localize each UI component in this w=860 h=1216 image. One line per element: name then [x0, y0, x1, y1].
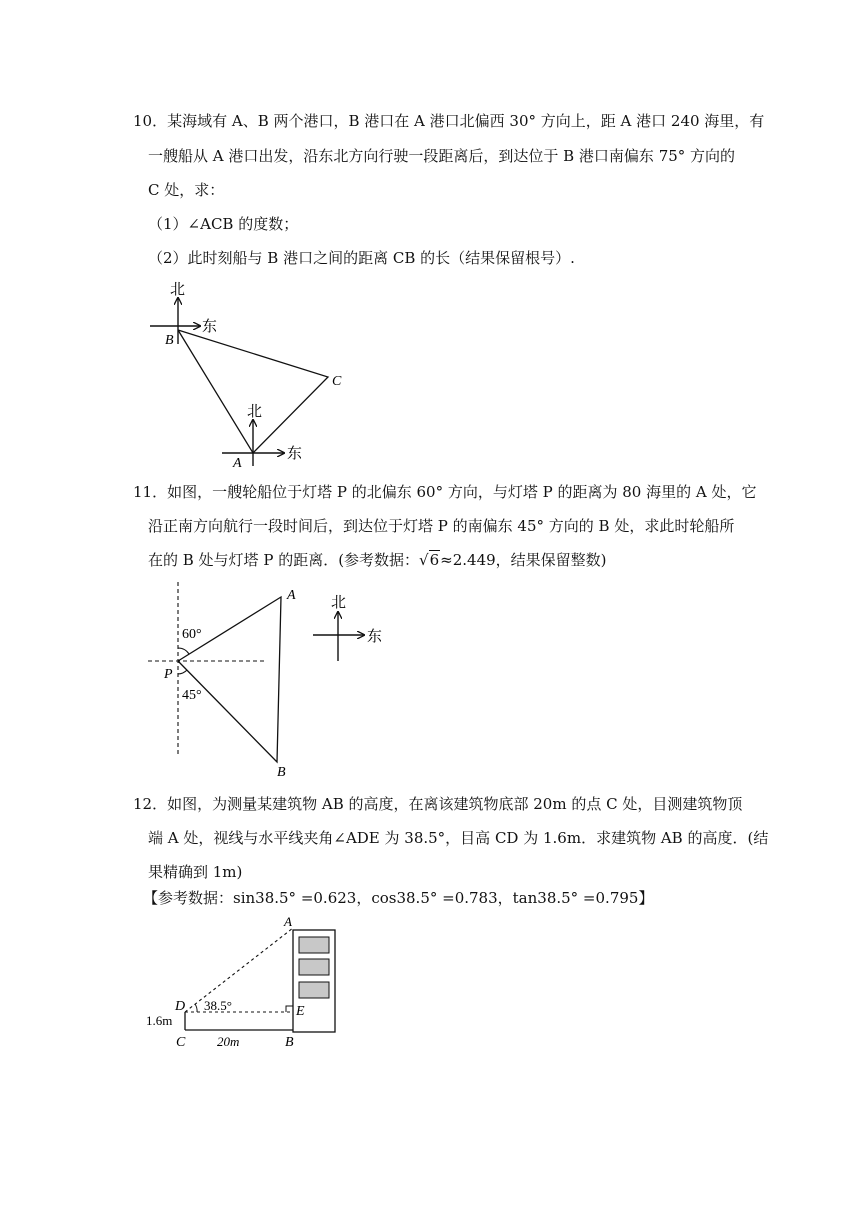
q12-window-2: [299, 959, 329, 975]
q10-line1: 10．某海域有 A、B 两个港口，B 港口在 A 港口北偏西 30° 方向上，距 A 港口 240 海里，有: [133, 112, 765, 130]
q12-line3: 果精确到 1m): [148, 863, 243, 881]
q10-line2: 一艘船从 A 港口出发，沿东北方向行驶一段距离后，到达位于 B 港口南偏东 75° 方向的: [148, 147, 736, 165]
q12-line1: 12．如图，为测量某建筑物 AB 的高度，在离该建筑物底部 20m 的点 C 处，目测建筑物顶: [133, 795, 743, 813]
q12-sight-line-da: [185, 928, 293, 1012]
q12-label-a: A: [284, 914, 292, 929]
sqrt-symbol: √6: [419, 551, 440, 569]
q11-label-b: B: [277, 765, 286, 780]
q11-line2: 沿正南方向航行一段时间后，到达位于灯塔 P 的南偏东 45° 方向的 B 处，求此时轮船所: [148, 517, 735, 535]
q10-line3: C 处，求：: [148, 181, 225, 199]
q12-label-c: C: [176, 1035, 186, 1050]
q12-reference-data: 【参考数据：sin38.5° =0.623，cos38.5° =0.783，tan38.5° =0.795】: [143, 889, 654, 907]
q12-window-3: [299, 982, 329, 998]
q10-label-b: B: [165, 333, 174, 348]
q12-angle-arc: [195, 1004, 197, 1012]
q10-label-a: A: [233, 456, 242, 471]
q12-height-label: 1.6m: [146, 1013, 173, 1028]
q11-label-a: A: [287, 588, 296, 603]
q10-part1: （1）∠ACB 的度数；: [148, 215, 299, 233]
q11-line3-pre: 在的 B 处与灯塔 P 的距离．(参考数据：: [148, 551, 420, 569]
q11-angle-60: 60°: [182, 627, 202, 642]
q12-label-d: D: [175, 999, 186, 1014]
q12-right-angle-mark: [286, 1006, 293, 1012]
q10-label-c: C: [332, 374, 342, 389]
q12-distance-label: 20m: [217, 1034, 240, 1049]
q11-angle-45: 45°: [182, 688, 202, 703]
q12-label-b: B: [285, 1035, 294, 1050]
q10-part2: （2）此时刻船与 B 港口之间的距离 CB 的长（结果保留根号）.: [148, 249, 575, 267]
q12-angle-label: 38.5°: [204, 998, 232, 1013]
q11-line1: 11．如图，一艘轮船位于灯塔 P 的北偏东 60° 方向，与灯塔 P 的距离为 80 海里的 A 处，它: [133, 483, 757, 501]
q11-label-p: P: [164, 667, 173, 682]
q12-line2: 端 A 处，视线与水平线夹角∠ADE 为 38.5°，目高 CD 为 1.6m．求建筑物 AB 的高度．(结: [148, 829, 769, 847]
q10-north-label-2: 北: [247, 404, 263, 420]
q11-line3-post: ≈2.449，结果保留整数): [440, 551, 607, 569]
q10-east-label-2: 东: [287, 446, 303, 462]
q10-east-label: 东: [202, 319, 218, 335]
q12-window-1: [299, 937, 329, 953]
q10-north-label: 北: [170, 282, 186, 298]
q12-label-e: E: [296, 1004, 305, 1019]
q11-east-label: 东: [367, 629, 383, 645]
q11-north-label: 北: [331, 595, 347, 611]
sqrt-radicand: 6: [429, 551, 440, 569]
